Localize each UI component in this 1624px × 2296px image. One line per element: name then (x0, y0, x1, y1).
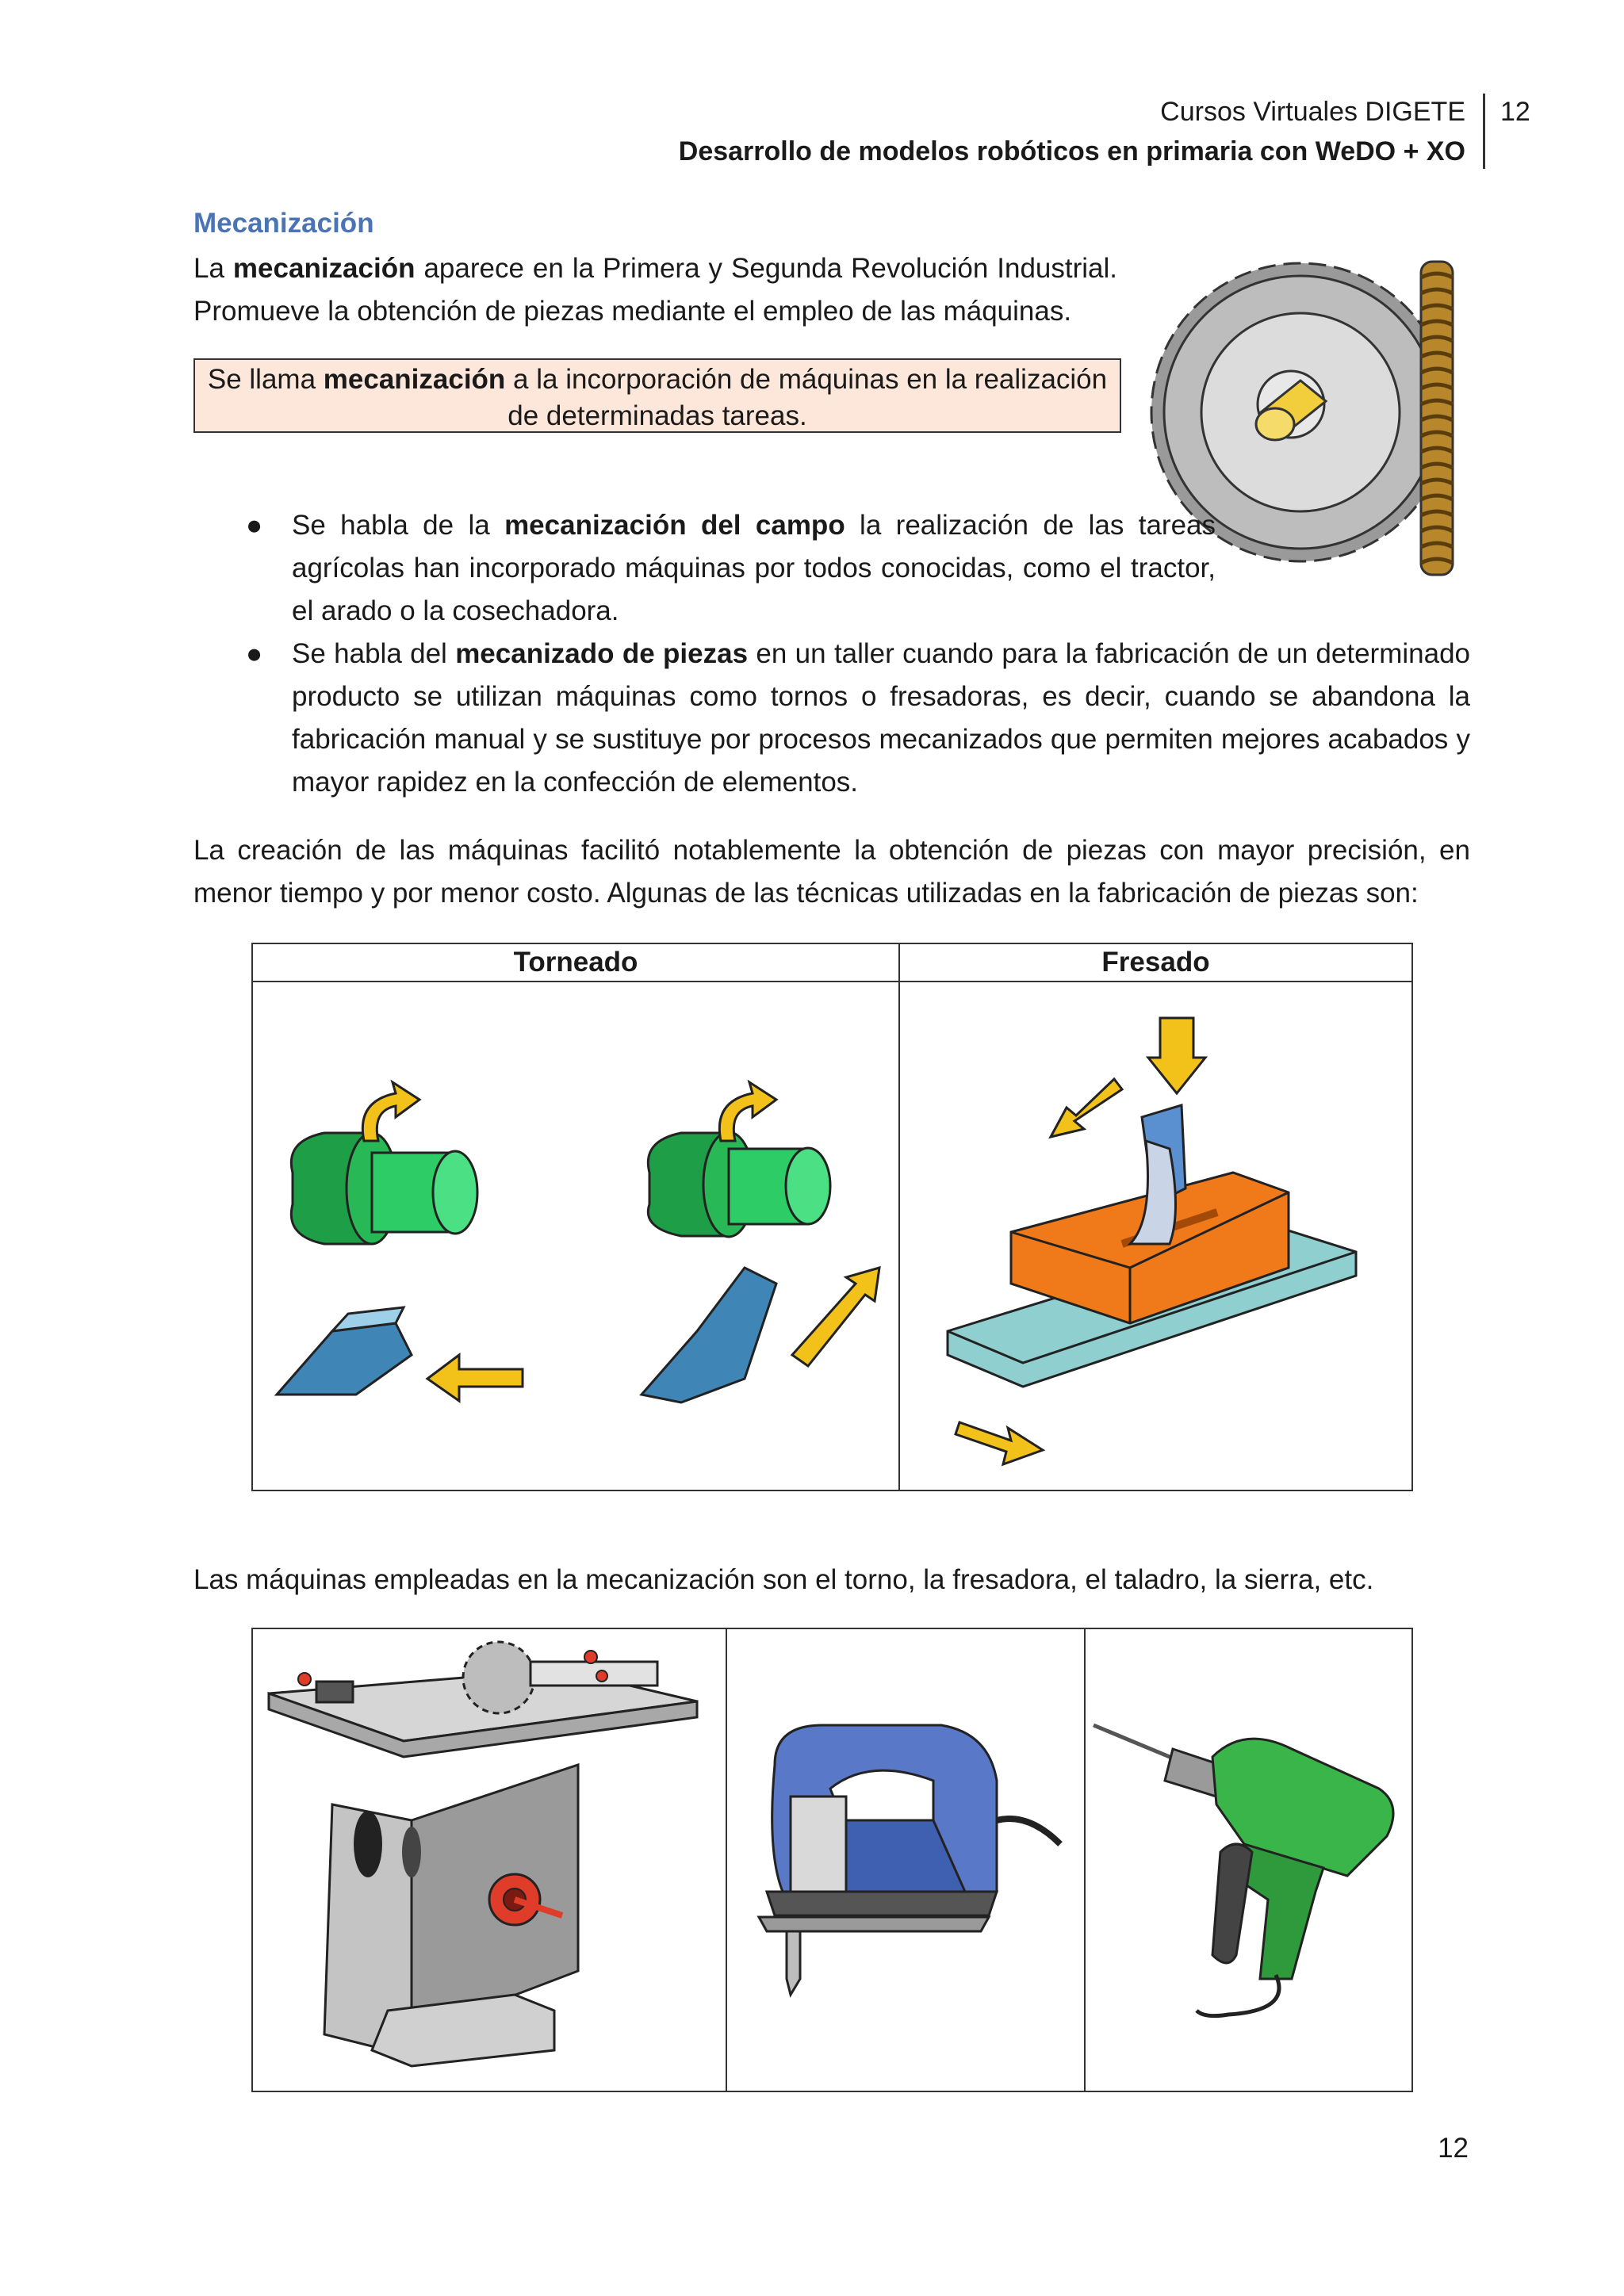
definition-rest: a la incorporación de máquinas en la realización de determinadas tareas. (505, 364, 1108, 431)
bullet-1-rest: la realización de las tareas agrícolas han incorporado máquinas por todos conocidas, como el tractor, el arado o la cosechadora. (292, 510, 1216, 626)
drill-cell (1085, 1628, 1412, 2091)
list-item (193, 633, 1470, 804)
table-header-fresado: Fresado (899, 943, 1412, 982)
table-saw-icon (253, 1638, 721, 2082)
table-saw-cell (252, 1628, 726, 2091)
definition-bold: mecanización (323, 364, 506, 395)
footer-page-number: 12 (1438, 2133, 1469, 2164)
turning-illustration (253, 982, 897, 1490)
intro-bold: mecanización (232, 253, 416, 284)
cutting-tool-icon (642, 1268, 776, 1402)
feed-arrow-diagonal-icon (792, 1268, 879, 1366)
paragraph-machines: Las máquinas empleadas en la mecanización son el torno, la fresadora, el taladro, la sierra, etc. (193, 1564, 1374, 1595)
bullet-2-bold: mecanizado de piezas (455, 638, 749, 669)
header-course: Cursos Virtuales DIGETE (1160, 97, 1465, 127)
header-subtitle: Desarrollo de modelos robóticos en primaria con WeDO + XO (678, 136, 1465, 166)
feed-arrow-left-icon (1051, 1079, 1122, 1137)
intro-paragraph (193, 247, 1117, 333)
paragraph-techniques: La creación de las máquinas facilitó notablemente la obtención de piezas con mayor precisión, en menor tiempo y por menor costo. Algunas de las técnicas utilizadas en la fabricación de piezas son: (193, 835, 1470, 909)
bullet-2-prefix: Se habla del (292, 638, 456, 669)
cutting-tool-icon (277, 1323, 412, 1395)
bullet-1-bold: mecanización del campo (504, 510, 845, 541)
rotation-arrow-icon (719, 1082, 776, 1141)
down-arrow-icon (1148, 1018, 1205, 1093)
jigsaw-cell (726, 1628, 1085, 2091)
bullet-2-rest: en un taller cuando para la fabricación de un determinado producto se utilizan máquinas como tornos o fresadoras, es decir, cuando se abandona la fabricación manual y se sustituye por procesos mecanizados que permiten mejores acabados y mayor rapidez en la confección de elementos. (292, 638, 1470, 798)
header-divider (1483, 94, 1485, 169)
turning-workpiece-left (291, 1133, 477, 1244)
definition-prefix: Se llama (207, 364, 324, 395)
electric-drill-icon (1086, 1693, 1411, 2026)
bullet-icon: ● (246, 510, 263, 541)
bullet-1-prefix: Se habla de la (292, 510, 505, 541)
table-header-torneado: Torneado (252, 943, 899, 982)
jigsaw-icon (727, 1693, 1076, 2026)
section-title: Mecanización (193, 208, 374, 239)
intro-line-2: Promueve la obtención de piezas mediante el empleo de las máquinas. (193, 296, 1072, 327)
techniques-table (251, 943, 1413, 1491)
intro-rest-1: aparece en la Primera y Segunda Revolución Industrial. (415, 253, 1118, 284)
machines-table (251, 1628, 1413, 2092)
turning-workpiece-right (648, 1132, 830, 1237)
definition-box (193, 358, 1121, 433)
bullet-icon: ● (246, 638, 263, 669)
intro-prefix: La (193, 253, 233, 284)
list-item (193, 504, 1216, 633)
feed-arrow-left-icon (427, 1355, 523, 1401)
intro-line-1 (193, 247, 1117, 290)
turning-illustration-cell (252, 982, 899, 1490)
feed-arrow-right-icon (956, 1422, 1043, 1464)
rotation-arrow-icon (362, 1082, 419, 1141)
bullet-list (193, 504, 1470, 804)
header-page-number: 12 (1500, 97, 1530, 127)
milling-illustration (900, 982, 1411, 1490)
milling-illustration-cell (899, 982, 1412, 1490)
